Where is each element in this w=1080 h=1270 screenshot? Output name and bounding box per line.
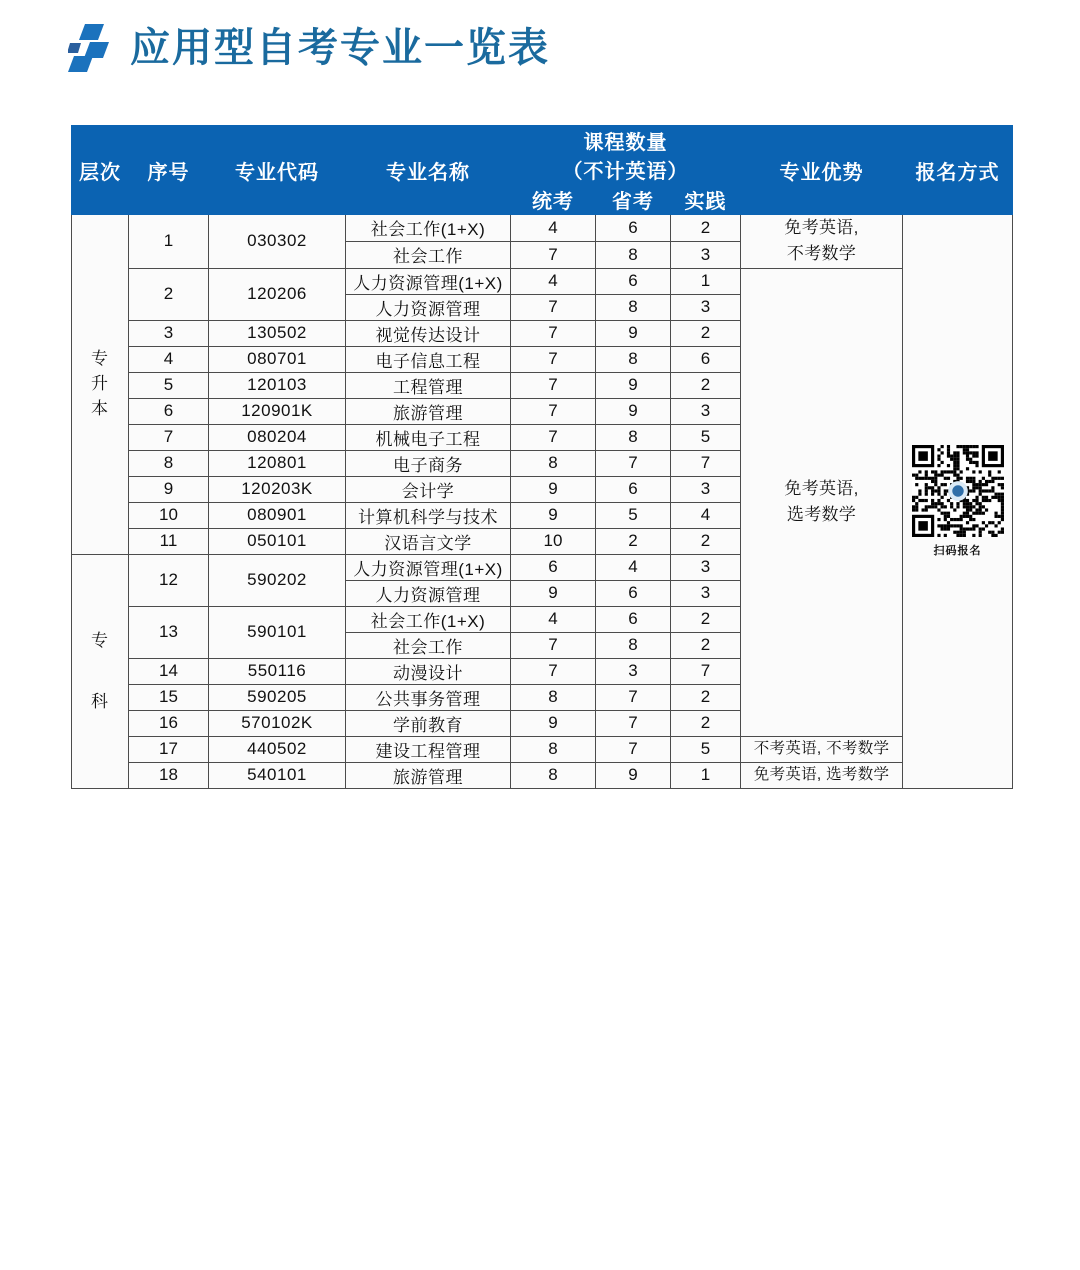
advantage-line: 免考英语, 选考数学	[753, 766, 890, 784]
level-cell	[72, 215, 129, 555]
seq-cell: 8	[129, 450, 209, 476]
course-count-line1: 课程数量	[583, 132, 668, 154]
shijian-cell: 2	[671, 606, 741, 632]
major-name-cell: 人力资源管理	[346, 580, 511, 606]
major-name-cell: 电子商务	[346, 450, 511, 476]
qr-signup-block[interactable]	[905, 445, 1010, 558]
major-code-cell: 590202	[209, 554, 346, 606]
shengkao-cell: 7	[596, 736, 671, 762]
col-header-seq: 序号	[129, 126, 209, 215]
major-code-cell: 440502	[209, 736, 346, 762]
table-row	[72, 215, 1013, 242]
major-code-cell: 540101	[209, 762, 346, 788]
advantage-cell	[741, 762, 903, 788]
shijian-cell: 7	[671, 450, 741, 476]
shijian-cell: 2	[671, 372, 741, 398]
advantage-line: 免考英语,	[784, 218, 859, 237]
major-code-cell: 590205	[209, 684, 346, 710]
major-name-cell: 建设工程管理	[346, 736, 511, 762]
col-header-signup: 报名方式	[903, 126, 1013, 215]
shijian-cell: 1	[671, 268, 741, 294]
tongkao-cell: 8	[511, 762, 596, 788]
shengkao-cell: 9	[596, 372, 671, 398]
seq-cell: 18	[129, 762, 209, 788]
shijian-cell: 2	[671, 320, 741, 346]
shengkao-cell: 6	[596, 476, 671, 502]
shengkao-cell: 4	[596, 554, 671, 580]
major-name-cell: 人力资源管理	[346, 294, 511, 320]
tongkao-cell: 4	[511, 606, 596, 632]
tongkao-cell: 7	[511, 320, 596, 346]
col-header-course-count	[511, 126, 741, 185]
shengkao-cell: 3	[596, 658, 671, 684]
tongkao-cell: 8	[511, 450, 596, 476]
program-table-wrapper	[71, 125, 1012, 789]
major-name-cell: 计算机科学与技术	[346, 502, 511, 528]
shengkao-cell: 9	[596, 398, 671, 424]
tongkao-cell: 8	[511, 684, 596, 710]
tongkao-cell: 7	[511, 241, 596, 268]
advantage-line: 不考英语, 不考数学	[753, 740, 890, 758]
major-code-cell: 130502	[209, 320, 346, 346]
qr-caption: 扫码报名	[933, 544, 982, 557]
shengkao-cell: 2	[596, 528, 671, 554]
major-name-cell: 旅游管理	[346, 398, 511, 424]
shijian-cell: 3	[671, 398, 741, 424]
seq-cell: 3	[129, 320, 209, 346]
major-code-cell: 050101	[209, 528, 346, 554]
shengkao-cell: 6	[596, 215, 671, 242]
table-row	[72, 736, 1013, 762]
seq-cell: 9	[129, 476, 209, 502]
tongkao-cell: 7	[511, 372, 596, 398]
tongkao-cell: 9	[511, 502, 596, 528]
major-name-cell: 人力资源管理(1+X)	[346, 268, 511, 294]
shengkao-cell: 6	[596, 580, 671, 606]
tongkao-cell: 9	[511, 476, 596, 502]
table-row	[72, 762, 1013, 788]
shengkao-cell: 9	[596, 762, 671, 788]
major-code-cell: 080204	[209, 424, 346, 450]
shijian-cell: 3	[671, 554, 741, 580]
seq-cell: 12	[129, 554, 209, 606]
tongkao-cell: 7	[511, 632, 596, 658]
shengkao-cell: 6	[596, 606, 671, 632]
major-name-cell: 社会工作(1+X)	[346, 215, 511, 242]
shijian-cell: 7	[671, 658, 741, 684]
shijian-cell: 2	[671, 215, 741, 242]
qr-code-icon[interactable]	[912, 445, 1004, 537]
table-header	[72, 126, 1013, 215]
shengkao-cell: 8	[596, 424, 671, 450]
advantage-line: 选考数学	[786, 505, 857, 525]
shijian-cell: 5	[671, 424, 741, 450]
advantage-cell	[741, 215, 903, 269]
shijian-cell: 2	[671, 710, 741, 736]
advantage-cell	[741, 736, 903, 762]
col-header-tongkao: 统考	[511, 185, 596, 215]
col-header-level: 层次	[72, 126, 129, 215]
major-name-cell: 汉语言文学	[346, 528, 511, 554]
advantage-line: 不考数学	[786, 244, 857, 264]
seq-cell: 11	[129, 528, 209, 554]
tongkao-cell: 4	[511, 268, 596, 294]
major-name-cell: 会计学	[346, 476, 511, 502]
seq-cell: 13	[129, 606, 209, 658]
seq-cell: 17	[129, 736, 209, 762]
major-code-cell: 120203K	[209, 476, 346, 502]
shijian-cell: 2	[671, 632, 741, 658]
major-name-cell: 社会工作	[346, 241, 511, 268]
major-name-cell: 电子信息工程	[346, 346, 511, 372]
table-row	[72, 268, 1013, 294]
major-name-cell: 旅游管理	[346, 762, 511, 788]
major-name-cell: 机械电子工程	[346, 424, 511, 450]
tongkao-cell: 7	[511, 294, 596, 320]
col-header-code: 专业代码	[209, 126, 346, 215]
tongkao-cell: 7	[511, 398, 596, 424]
level-char: 科	[91, 692, 109, 712]
shijian-cell: 1	[671, 762, 741, 788]
level-char: 本	[91, 398, 109, 418]
col-header-shijian: 实践	[671, 185, 741, 215]
major-code-cell: 590101	[209, 606, 346, 658]
advantage-line: 免考英语,	[784, 478, 859, 498]
tongkao-cell: 9	[511, 710, 596, 736]
level-cell	[72, 554, 129, 788]
major-code-cell: 570102K	[209, 710, 346, 736]
major-code-cell: 030302	[209, 215, 346, 269]
seq-cell: 2	[129, 268, 209, 320]
shijian-cell: 2	[671, 528, 741, 554]
seq-cell: 15	[129, 684, 209, 710]
level-char: 升	[91, 374, 109, 394]
major-name-cell: 动漫设计	[346, 658, 511, 684]
major-name-cell: 社会工作	[346, 632, 511, 658]
shijian-cell: 3	[671, 580, 741, 606]
level-char: 专	[91, 631, 109, 650]
shijian-cell: 3	[671, 476, 741, 502]
major-code-cell: 120103	[209, 372, 346, 398]
shengkao-cell: 8	[596, 632, 671, 658]
parallelogram-logo-icon	[68, 22, 116, 74]
shengkao-cell: 7	[596, 710, 671, 736]
major-name-cell: 学前教育	[346, 710, 511, 736]
shengkao-cell: 8	[596, 241, 671, 268]
tongkao-cell: 7	[511, 346, 596, 372]
tongkao-cell: 8	[511, 736, 596, 762]
page-header	[68, 22, 550, 74]
shengkao-cell: 8	[596, 294, 671, 320]
seq-cell: 5	[129, 372, 209, 398]
major-name-cell: 视觉传达设计	[346, 320, 511, 346]
shengkao-cell: 6	[596, 268, 671, 294]
tongkao-cell: 9	[511, 580, 596, 606]
course-count-line2: （不计英语）	[562, 161, 689, 183]
shengkao-cell: 9	[596, 320, 671, 346]
major-code-cell: 080901	[209, 502, 346, 528]
seq-cell: 10	[129, 502, 209, 528]
shengkao-cell: 8	[596, 346, 671, 372]
shengkao-cell: 7	[596, 684, 671, 710]
page-title: 应用型自考专业一览表	[130, 26, 550, 70]
shijian-cell: 3	[671, 294, 741, 320]
major-code-cell: 080701	[209, 346, 346, 372]
seq-cell: 16	[129, 710, 209, 736]
tongkao-cell: 4	[511, 215, 596, 242]
shengkao-cell: 7	[596, 450, 671, 476]
seq-cell: 14	[129, 658, 209, 684]
shijian-cell: 2	[671, 684, 741, 710]
tongkao-cell: 10	[511, 528, 596, 554]
col-header-shengkao: 省考	[596, 185, 671, 215]
tongkao-cell: 6	[511, 554, 596, 580]
col-header-name: 专业名称	[346, 126, 511, 215]
tongkao-cell: 7	[511, 424, 596, 450]
major-code-cell: 120801	[209, 450, 346, 476]
major-code-cell: 120901K	[209, 398, 346, 424]
shijian-cell: 6	[671, 346, 741, 372]
seq-cell: 7	[129, 424, 209, 450]
advantage-cell	[741, 268, 903, 736]
major-name-cell: 工程管理	[346, 372, 511, 398]
seq-cell: 4	[129, 346, 209, 372]
level-char: 专	[91, 349, 109, 369]
shijian-cell: 5	[671, 736, 741, 762]
major-name-cell: 社会工作(1+X)	[346, 606, 511, 632]
major-code-cell: 550116	[209, 658, 346, 684]
major-code-cell: 120206	[209, 268, 346, 320]
program-table	[71, 125, 1013, 789]
shijian-cell: 3	[671, 241, 741, 268]
seq-cell: 6	[129, 398, 209, 424]
shijian-cell: 4	[671, 502, 741, 528]
shengkao-cell: 5	[596, 502, 671, 528]
seq-cell: 1	[129, 215, 209, 269]
table-body	[72, 215, 1013, 789]
tongkao-cell: 7	[511, 658, 596, 684]
signup-cell	[903, 215, 1013, 789]
major-name-cell: 公共事务管理	[346, 684, 511, 710]
col-header-advantage: 专业优势	[741, 126, 903, 215]
major-name-cell: 人力资源管理(1+X)	[346, 554, 511, 580]
